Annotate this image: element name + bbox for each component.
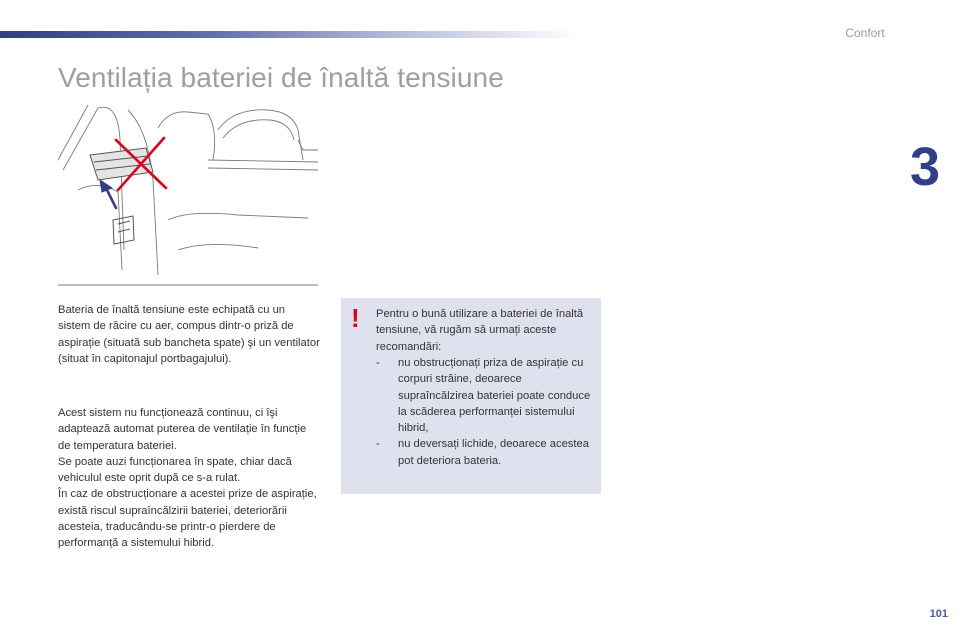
list-item: - nu obstrucționați priza de aspirație cu corpuri străine, deoarece supraîncălzirea bateriei poate conduce la scăderea performanței sistemului hibrid, [376, 357, 591, 435]
operation-text-line: Se poate auzi funcționarea în spate, chiar dacă vehiculul este oprit după ce s-a rulat. [58, 455, 292, 485]
header-gradient-bar [0, 31, 580, 38]
operation-text-line: În caz de obstrucționare a acestei prize de aspirație, există riscul supraîncălzirii bateriei, deteriorării acesteia, traducându-se printr-o pierdere de performanță a sistemului hibrid. [58, 488, 317, 550]
warning-list [376, 355, 596, 469]
warning-item-text: nu deversați lichide, deoarece acestea pot deteriora bateria. [398, 438, 589, 467]
warning-intro: Pentru o bună utilizare a bateriei de înaltă tensiune, vă rugăm să urmați aceste recomandări: [376, 308, 584, 353]
list-item: - nu deversați lichide, deoarece acestea pot deteriora bateria. [376, 438, 589, 467]
section-name: Confort [845, 26, 885, 40]
page-title: Ventilația bateriei de înaltă tensiune [58, 62, 504, 93]
operation-paragraph [58, 405, 320, 552]
page-number: 101 [929, 608, 948, 620]
intro-paragraph: Bateria de înaltă tensiune este echipată cu un sistem de răcire cu aer, compus dintr-o priză de aspirație (situată sub bancheta spate) şi un ventilator (situat în capitonajul portbagajului). [58, 304, 320, 365]
vehicle-trunk-interior-icon [58, 105, 318, 285]
chapter-number: 3 [909, 137, 941, 197]
battery-air-intake-illustration [58, 100, 318, 290]
exclamation-icon: ! [351, 303, 360, 333]
warning-item-text: nu obstrucționați priza de aspirație cu corpuri străine, deoarece supraîncălzirea bateriei poate conduce la scăderea performanței sistemului hibrid, [398, 357, 591, 435]
operation-text-line: Acest sistem nu funcționează continuu, ci îşi adaptează automat puterea de ventilație în funcție de temperatura bateriei. [58, 407, 307, 452]
pointer-arrow-icon [100, 180, 116, 208]
warning-box [341, 298, 601, 494]
